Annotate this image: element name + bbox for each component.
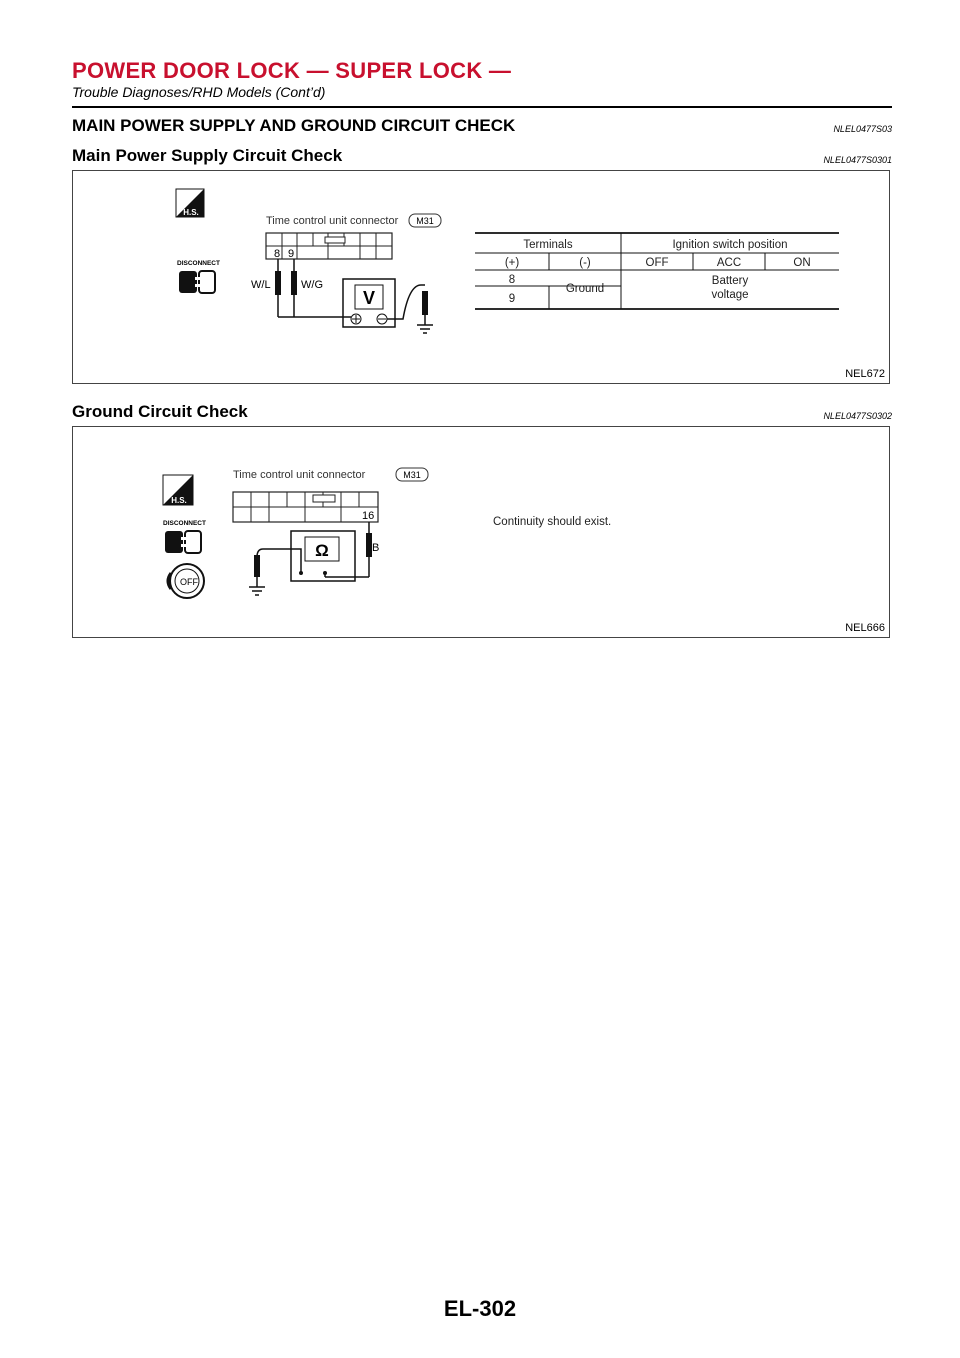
ignition-off-icon [168, 564, 204, 598]
table-ground: Ground [565, 283, 605, 295]
hs-icon [176, 189, 204, 217]
disconnect-icon [165, 531, 201, 553]
meter-symbol: V [362, 288, 376, 308]
page-header-title: POWER DOOR LOCK — SUPER LOCK — [72, 58, 512, 83]
wire-b: B [372, 542, 380, 554]
connector-icon [266, 233, 392, 259]
voltmeter-icon [343, 279, 395, 327]
connector-label: Time control unit connector [233, 469, 366, 481]
connector-label: Time control unit connector [266, 215, 399, 227]
ground-code: NLEL0477S0302 [823, 411, 892, 421]
table-header-terminals: Terminals [523, 239, 573, 251]
connector-id: M31 [416, 216, 434, 226]
connector-id: M31 [403, 470, 421, 480]
disconnect-label: DISCONNECT [177, 260, 220, 267]
table-col-minus: (-) [579, 257, 591, 269]
ground-title: Ground Circuit Check [72, 402, 248, 421]
pin-9: 9 [288, 248, 295, 260]
pin-16: 16 [362, 510, 375, 522]
page-header-subtitle: Trouble Diagnoses/RHD Models (Cont’d) [72, 84, 326, 100]
meter-symbol: Ω [315, 541, 329, 560]
table-row-8: 8 [508, 274, 516, 286]
table-col-on: ON [793, 257, 811, 269]
section-code: NLEL0477S03 [833, 124, 892, 134]
main-power-code: NLEL0477S0301 [823, 155, 892, 165]
section-title: MAIN POWER SUPPLY AND GROUND CIRCUIT CHECK [72, 116, 516, 135]
wire-wl: W/L [251, 279, 271, 291]
pin-8: 8 [274, 248, 281, 260]
off-label: OFF [180, 577, 198, 587]
ground-figure [72, 426, 890, 638]
table-result-1: Battery [711, 275, 749, 287]
hs-label: H.S. [183, 208, 199, 217]
hs-icon [163, 475, 193, 505]
ground-diagram [73, 427, 891, 639]
figure-id-nel672: NEL672 [845, 368, 885, 380]
main-power-title: Main Power Supply Circuit Check [72, 146, 343, 165]
wire-wg: W/G [301, 279, 323, 291]
figure-id-nel666: NEL666 [845, 622, 885, 634]
table-result-2: voltage [711, 289, 749, 301]
connector-icon [233, 492, 378, 522]
table-header-ignition: Ignition switch position [672, 239, 788, 251]
table-col-acc: ACC [716, 257, 742, 269]
disconnect-label: DISCONNECT [163, 520, 206, 527]
continuity-note: Continuity should exist. [493, 516, 612, 528]
table-col-off: OFF [645, 257, 669, 269]
header-divider [72, 106, 892, 108]
page-number: EL-302 [443, 1296, 517, 1321]
table-row-9: 9 [508, 293, 516, 305]
main-power-figure [72, 170, 890, 384]
terminals-table [475, 233, 839, 309]
table-col-plus: (+) [504, 257, 520, 269]
disconnect-icon [179, 271, 215, 293]
main-power-diagram [73, 171, 891, 385]
hs-label: H.S. [171, 496, 187, 505]
